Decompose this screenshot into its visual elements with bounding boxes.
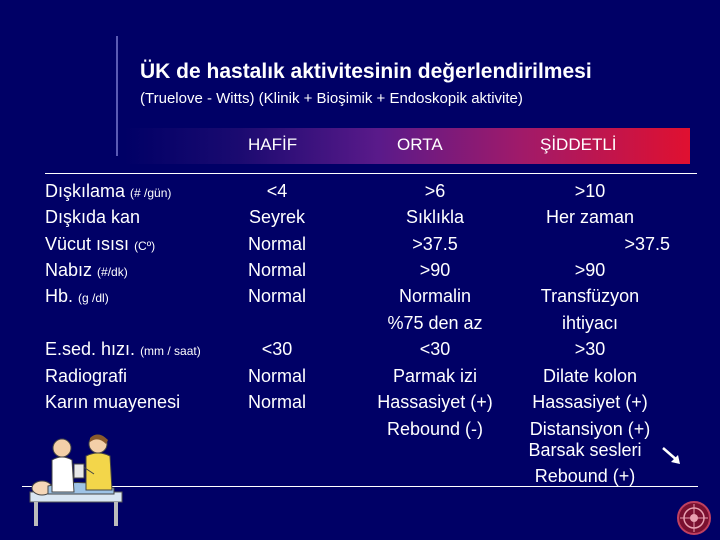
cell-siddetli: Distansiyon (+) (529, 419, 651, 439)
cell-orta: %75 den az (387, 313, 483, 333)
column-header-orta: ORTA (397, 135, 443, 154)
cell-siddetli: Dilate kolon (542, 366, 638, 386)
table-top-divider (45, 173, 697, 174)
cell-orta: Parmak izi (392, 366, 477, 386)
row-label-hb: Hb. (g /dl) (45, 286, 109, 306)
down-right-arrow-icon (660, 445, 684, 467)
cell-hafif: <4 (266, 181, 288, 201)
title-accent-line (116, 36, 118, 156)
cell-hafif: <30 (261, 339, 293, 359)
cell-hafif: Normal (247, 234, 306, 254)
row-label-vucut-isisi: Vücut ısısı (Cº) (45, 234, 156, 254)
university-seal-logo (676, 500, 712, 536)
cell-orta: Hassasiyet (+) (377, 392, 493, 412)
slide-subtitle: (Truelove - Witts) (Klinik + Bioşimik + Endoskopik aktivite) (140, 90, 523, 107)
cell-siddetli: Hassasiyet (+) (532, 392, 648, 412)
cell-orta: Rebound (-) (386, 419, 484, 439)
cell-siddetli: >10 (574, 181, 606, 201)
cell-orta: <30 (419, 339, 451, 359)
row-label-karin-muayenesi: Karın muayenesi (45, 392, 181, 412)
cell-hafif: Normal (247, 286, 306, 306)
cell-orta: Normalin (398, 286, 472, 306)
cell-hafif: Normal (247, 260, 306, 280)
column-header-hafif: HAFİF (248, 135, 298, 154)
slide-title: ÜK de hastalık aktivitesinin değerlendirilmesi (140, 60, 592, 83)
row-label-nabiz: Nabız (#/dk) (45, 260, 128, 280)
column-header-siddetli: ŞİDDETLİ (540, 135, 617, 154)
cell-siddetli: Her zaman (545, 207, 635, 227)
cell-hafif: Normal (247, 392, 306, 412)
cell-orta: >37.5 (412, 234, 458, 254)
cell-siddetli: >90 (574, 260, 606, 280)
cell-siddetli: Transfüzyon (540, 286, 640, 306)
cell-siddetli: Barsak sesleri (528, 440, 642, 460)
cell-siddetli: >30 (574, 339, 606, 359)
cell-siddetli: >37.5 (624, 234, 670, 254)
row-label-esed: E.sed. hızı. (mm / saat) (45, 339, 201, 359)
cell-orta: Sıklıkla (405, 207, 465, 227)
cell-siddetli: ihtiyacı (561, 313, 619, 333)
row-label-radiografi: Radiografi (45, 366, 128, 386)
cell-orta: >6 (424, 181, 446, 201)
row-label-diskilama: Dışkılama (# /gün) (45, 181, 172, 201)
cell-orta: >90 (419, 260, 451, 280)
cell-siddetli: Rebound (+) (534, 466, 636, 486)
row-label-diskida-kan: Dışkıda kan (45, 207, 141, 227)
cell-hafif: Normal (247, 366, 306, 386)
doctor-patient-clipart (22, 430, 132, 530)
cell-hafif: Seyrek (248, 207, 306, 227)
